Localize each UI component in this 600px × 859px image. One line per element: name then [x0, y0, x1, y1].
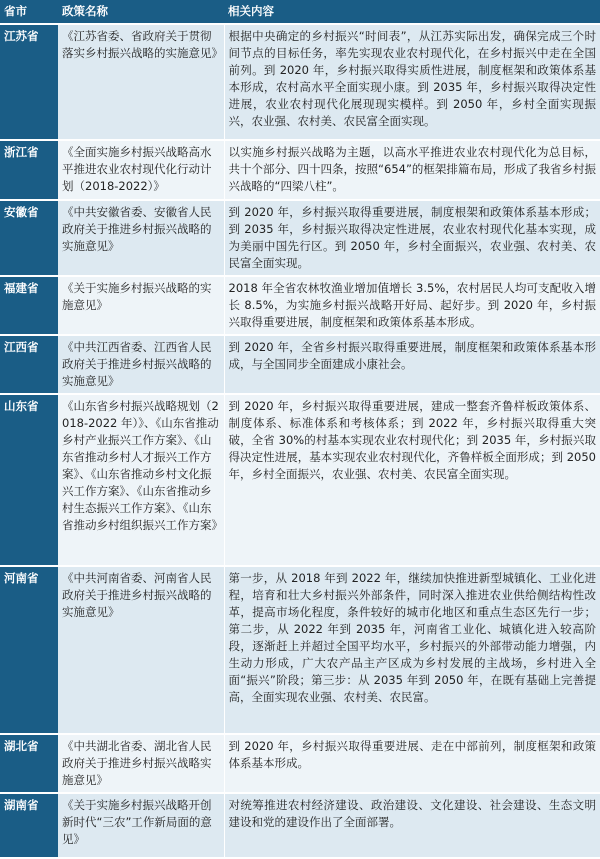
province-cell: 湖北省: [0, 734, 58, 793]
table-row: [0, 566, 600, 734]
policy-name-cell: 《全面实施乡村振兴战略高水平推进农业农村现代化行动计划（2018-2022）》: [58, 140, 224, 200]
table-row: [0, 276, 600, 335]
content-cell: 第一步，从 2018 年到 2022 年，继续加快推进新型城镇化、工业化进程，培育和壮大乡村振兴外部条件，同时深入推进农业供给侧结构性改革，提高市场化程度，条件较好的城市化地区和重点生态区先行一步；第二步，从 2022 年到 2035 年，河南省工业化、城镇化进入较高阶段，逐渐赶上并超过全国平均水平，乡村振兴的外部带动能力增强，内生动力形成，广大农产品主产区成为乡村发展的主战场，乡村进入全面“振兴”阶段；第三步：从 2035 年到 2050 年，在既有基础上完善提高，全面实现农业强、农村美、农民富。: [224, 566, 600, 734]
table-header-row: [0, 0, 600, 24]
policy-name-cell: 《中共湖北省委、湖北省人民政府关于推进乡村振兴战略实施意见》: [58, 734, 224, 793]
header-content: 相关内容: [224, 0, 600, 24]
content-cell: 到 2020 年，全省乡村振兴取得重要进展，制度框架和政策体系基本形成，与全国同步全面建成小康社会。: [224, 335, 600, 394]
policy-name-cell: 《中共河南省委、河南省人民政府关于推进乡村振兴战略的实施意见》: [58, 566, 224, 734]
table-row: [0, 335, 600, 394]
content-cell: 根据中央确定的乡村振兴“时间表”，从江苏实际出发，确保完成三个时间节点的目标任务，率先实现农业农村现代化，在乡村振兴中走在全国前列。到 2020 年，乡村振兴取得实质性进展，制度框架和政策体系基本形成，农村高水平全面实现小康。到 2035 年，乡村振兴取得决定性进展，农业农村现代化展现现实模样。到 2050 年，乡村全面实现振兴，农业强、农村美、农民富全面实现。: [224, 24, 600, 140]
table-row: [0, 793, 600, 858]
province-cell: 山东省: [0, 394, 58, 566]
policy-name-cell: 《江苏省委、省政府关于贯彻落实乡村振兴战略的实施意见》: [58, 24, 224, 140]
table-row: [0, 24, 600, 140]
content-cell: 到 2020 年，乡村振兴取得重要进展，建成一整套齐鲁样板政策体系、制度体系、标准体系和考核体系；到 2022 年，乡村振兴取得重大突破，全省 30%的村基本实现农业农村现代化；到 2035 年，乡村振兴取得决定性进展，基本实现农业农村现代化，齐鲁样板全面形成；到 2050 年，乡村全面振兴，农业强、农村美、农民富全面实现。: [224, 394, 600, 566]
province-cell: 河南省: [0, 566, 58, 734]
table-row: [0, 140, 600, 200]
policy-name-cell: 《山东省乡村振兴战略规划（2018-2022 年）》、《山东省推动乡村产业振兴工作方案》、《山东省推动乡村人才振兴工作方案》、《山东省推动乡村文化振兴工作方案》、《山东省推动乡村生态振兴工作方案》、《山东省推动乡村组织振兴工作方案》: [58, 394, 224, 566]
policy-name-cell: 《关于实施乡村振兴战略开创新时代“三农”工作新局面的意见》: [58, 793, 224, 858]
province-cell: 江西省: [0, 335, 58, 394]
province-cell: 福建省: [0, 276, 58, 335]
table-row: [0, 734, 600, 793]
content-cell: 到 2020 年，乡村振兴取得重要进展，制度根架和政策体系基本形成；到 2035 年，乡村振兴取得决定性进展，农业农村现代化基本实现，成为美丽中国先行区。到 2050 年，乡村全面振兴，农业强、农村美、农民富全面实现。: [224, 200, 600, 276]
content-cell: 2018 年全省农林牧渔业增加值增长 3.5%，农村居民人均可支配收入增长 8.5%，为实施乡村振兴战略开好局、起好步。到 2020 年，乡村振兴取得重要进展，制度框架和政策体系基本形成。: [224, 276, 600, 335]
content-cell: 以实施乡村振兴战略为主题，以高水平推进农业农村现代化为总目标，共十个部分、四十四条，按照“654”的框架排篇布局，形成了我省乡村振兴战略的“四梁八柱”。: [224, 140, 600, 200]
table-row: [0, 394, 600, 566]
province-cell: 安徽省: [0, 200, 58, 276]
header-province: 省市: [0, 0, 58, 24]
province-cell: 江苏省: [0, 24, 58, 140]
content-cell: 对统筹推进农村经济建设、政治建设、文化建设、社会建设、生态文明建设和党的建设作出了全面部署。: [224, 793, 600, 858]
province-cell: 浙江省: [0, 140, 58, 200]
policy-name-cell: 《中共安徽省委、安徽省人民政府关于推进乡村振兴战略的实施意见》: [58, 200, 224, 276]
table-row: [0, 200, 600, 276]
content-cell: 到 2020 年，乡村振兴取得重要进展、走在中部前列，制度框架和政策体系基本形成。: [224, 734, 600, 793]
province-cell: 湖南省: [0, 793, 58, 858]
header-policy-name: 政策名称: [58, 0, 224, 24]
policy-name-cell: 《关于实施乡村振兴战略的实施意见》: [58, 276, 224, 335]
policy-name-cell: 《中共江西省委、江西省人民政府关于推进乡村振兴战略的实施意见》: [58, 335, 224, 394]
